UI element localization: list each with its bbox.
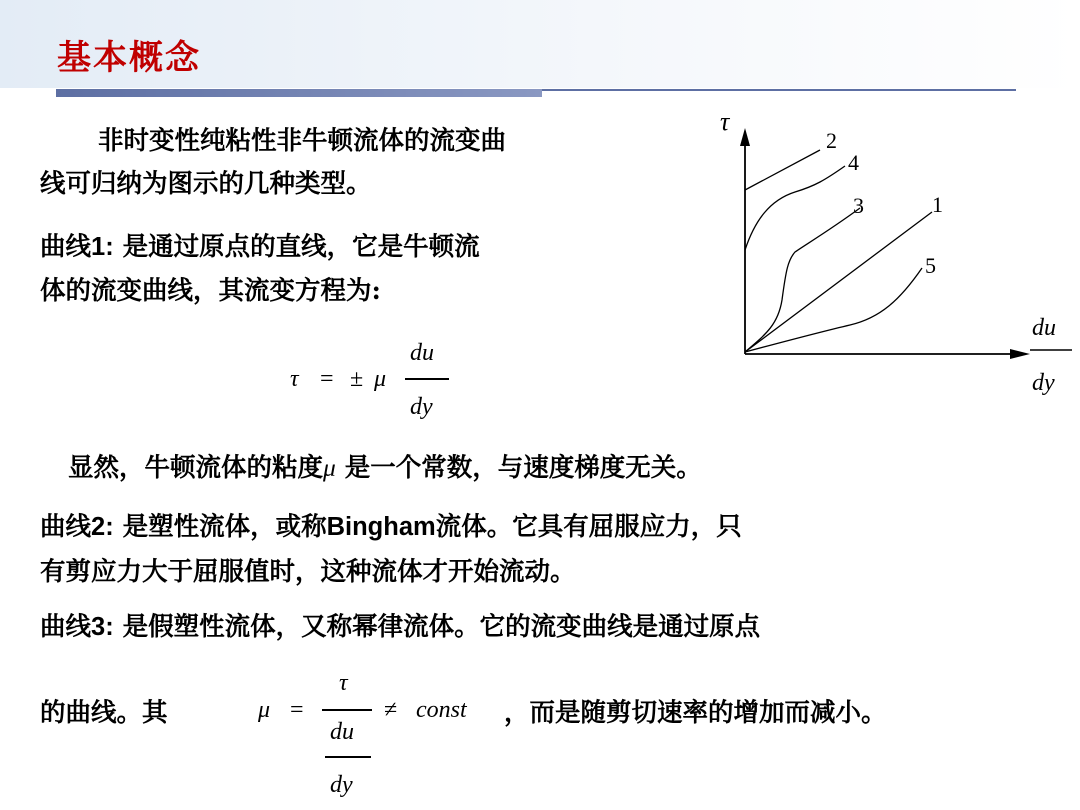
curve-4 [745, 166, 845, 250]
curve1-desc: 是通过原点的直线，它是牛顿流 [113, 232, 480, 262]
curve2-desc-a: 是塑性流体，或称 [113, 512, 327, 542]
curve-3 [745, 208, 860, 352]
y-axis-label: τ [720, 107, 730, 136]
eq2-inner-fraction-bar [325, 756, 371, 758]
curve2-line-2: 有剪应力大于屈服值时，这种流体才开始流动。 [40, 557, 576, 587]
curve-label-4: 4 [848, 150, 859, 175]
curve3-number: 3: [91, 613, 114, 641]
eq2-numerator: τ [339, 670, 348, 696]
x-axis-arrow [1010, 349, 1030, 359]
newton-note-after: 是一个常数，与速度梯度无关。 [335, 453, 702, 483]
eq1-numerator: du [410, 340, 434, 366]
eq2-equals: = [290, 697, 304, 723]
eq1-tau: τ [290, 366, 299, 392]
newton-note-before: 显然，牛顿流体的粘度 [68, 453, 324, 483]
title-rule-thin [542, 89, 1016, 91]
curve2-line-1 [40, 506, 742, 549]
eq2-mu: μ [258, 697, 271, 723]
x-axis-label-denominator: dy [1032, 370, 1055, 396]
intro-line-2: 线可归纳为图示的几种类型。 [40, 169, 372, 199]
curve3-line-1 [40, 606, 760, 649]
curve3-line-2a: 的曲线。其 [40, 698, 168, 728]
curve3-prefix: 曲线 [40, 612, 92, 642]
newton-note-mu: μ [323, 453, 336, 482]
eq1-fraction-bar [405, 378, 449, 380]
eq2-const: const [416, 697, 467, 723]
curve-5 [745, 268, 922, 352]
curve-label-3: 3 [853, 193, 864, 218]
curve2-number: 2: [91, 513, 114, 541]
curve2-prefix: 曲线 [40, 512, 92, 542]
curve-label-1: 1 [932, 192, 943, 217]
newton-note [68, 446, 702, 490]
curve-label-5: 5 [925, 253, 936, 278]
page-title: 基本概念 [57, 38, 201, 78]
curve1-prefix: 曲线 [40, 232, 92, 262]
bingham-term: Bingham [326, 513, 436, 541]
curve-2 [745, 150, 820, 190]
x-axis-label-numerator: du [1032, 315, 1056, 341]
curve3-line-2b: ，而是随剪切速率的增加而减小。 [504, 698, 887, 728]
title-rule-thick [56, 89, 542, 97]
curve1-number: 1: [91, 233, 114, 261]
intro-line-1: 非时变性纯粘性非牛顿流体的流变曲 [98, 126, 507, 156]
curve3-desc: 是假塑性流体，又称幂律流体。它的流变曲线是通过原点 [113, 612, 761, 642]
eq1-plusminus: ± [350, 366, 364, 392]
eq2-den-numerator: du [330, 719, 354, 745]
eq2-den-denominator: dy [330, 772, 353, 798]
rheology-curves-figure [700, 100, 1078, 400]
eq2-not-equal: ≠ [384, 697, 398, 723]
eq1-mu: μ [374, 366, 387, 392]
curve2-desc-b: 流体。它具有屈服应力，只 [435, 512, 742, 542]
eq1-equals: = [320, 366, 334, 392]
curve-label-2: 2 [826, 128, 837, 153]
eq1-denominator: dy [410, 394, 433, 420]
eq2-fraction-bar [322, 709, 372, 711]
curve1-line-2: 体的流变曲线，其流变方程为: [40, 276, 381, 306]
y-axis-arrow [740, 128, 750, 146]
curve1-line-1 [40, 226, 480, 269]
curve-1 [745, 212, 932, 352]
